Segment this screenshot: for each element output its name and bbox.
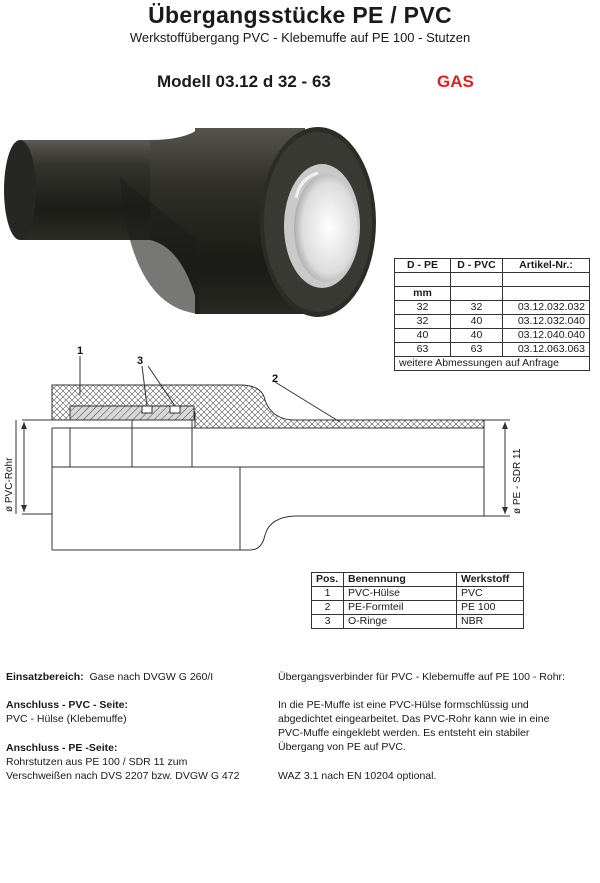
- description-intro: Übergangsverbinder für PVC - Klebemuffe auf PE 100 - Rohr:: [278, 671, 565, 683]
- callout-3: 3: [137, 355, 144, 367]
- callout-2: 2: [272, 373, 279, 385]
- unit-label: mm: [395, 287, 451, 301]
- col-header-d-pvc: D - PVC: [451, 259, 503, 273]
- dimension-pe-sdr: ø PE - SDR 11: [512, 448, 523, 514]
- table-row: 1 PVC-Hülse PVC: [312, 587, 524, 601]
- pe-side-heading: Anschluss - PE -Seite:: [6, 742, 118, 754]
- product-illustration: [0, 118, 390, 328]
- application-label: Einsatzbereich:: [6, 671, 84, 683]
- parts-table: [311, 572, 524, 629]
- col-header-d-pe: D - PE: [395, 259, 451, 273]
- table-row: 32 32 03.12.032.032: [395, 301, 590, 315]
- callout-1: 1: [77, 345, 84, 357]
- page-subtitle: Werkstoffübergang PVC - Klebemuffe auf PE 100 - Stutzen: [129, 30, 471, 45]
- table-row: 63 63 03.12.063.063: [395, 343, 590, 357]
- col-header-material: Werkstoff: [457, 573, 524, 587]
- application-value: Gase nach DVGW G 260/I: [89, 671, 214, 683]
- medium-label: GAS: [437, 72, 474, 91]
- page-title: Übergangsstücke PE / PVC: [148, 2, 452, 28]
- pe-side-text-1: Rohrstutzen aus PE 100 / SDR 11 zum: [6, 756, 188, 768]
- table-row: 32 40 03.12.032.040: [395, 315, 590, 329]
- col-header-article-no: Artikel-Nr.:: [503, 259, 590, 273]
- description-line: In die PE-Muffe ist eine PVC-Hülse formschlüssig und: [278, 699, 529, 711]
- pvc-side-text: PVC - Hülse (Klebemuffe): [6, 713, 127, 725]
- table-footer-note: weitere Abmessungen auf Anfrage: [395, 357, 590, 371]
- table-row: 3 O-Ringe NBR: [312, 615, 524, 629]
- description-line: abgedichtet eingearbeitet. Das PVC-Rohr kann wie in eine: [278, 713, 550, 725]
- table-row: 2 PE-Formteil PE 100: [312, 601, 524, 615]
- certificate-note: WAZ 3.1 nach EN 10204 optional.: [278, 770, 437, 782]
- col-header-pos: Pos.: [312, 573, 344, 587]
- pvc-side-heading: Anschluss - PVC - Seite:: [6, 699, 128, 711]
- description-line: PVC-Muffe eingeklebt werden. Es entsteht ein stabiler: [278, 727, 530, 739]
- col-header-name: Benennung: [344, 573, 457, 587]
- dimension-pvc-pipe: ø PVC-Rohr: [4, 457, 15, 512]
- pe-side-text-2: Verschweißen nach DVS 2207 bzw. DVGW G 472: [6, 770, 240, 782]
- application-area: [6, 671, 213, 685]
- technical-drawing: [0, 340, 600, 565]
- model-designation: Modell 03.12 d 32 - 63: [157, 72, 331, 91]
- table-row: 40 40 03.12.040.040: [395, 329, 590, 343]
- description-line: Übergang von PE auf PVC.: [278, 741, 406, 753]
